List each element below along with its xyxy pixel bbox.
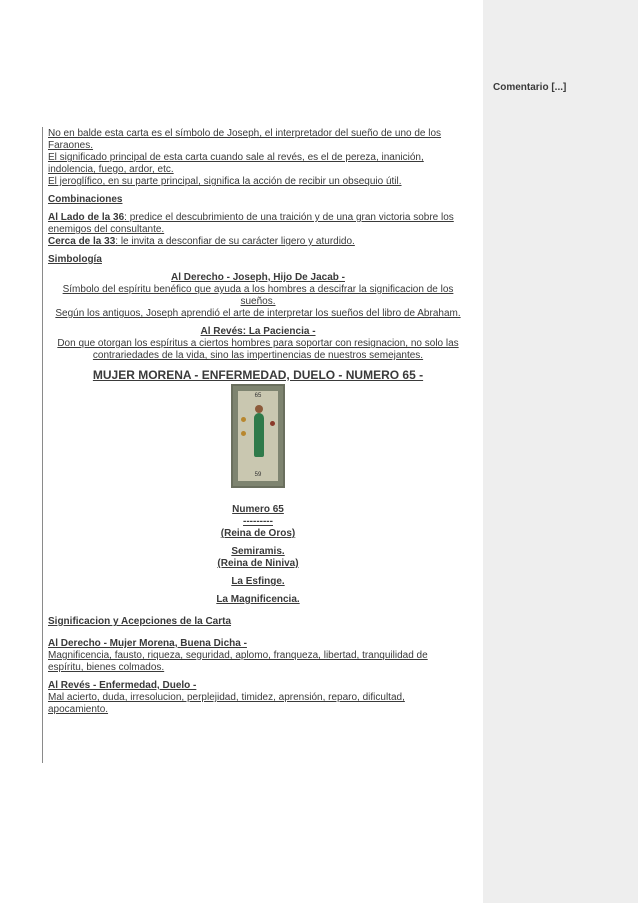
simbologia-reves-title: Al Revés: La Paciencia - bbox=[200, 326, 316, 337]
simbologia-heading: Simbología bbox=[48, 254, 102, 265]
combinacion-36-text: : predice el descubrimiento de una traición y de una gran victoria sobre los bbox=[124, 212, 454, 223]
woman-figure-icon bbox=[254, 413, 264, 457]
card-bottom-number: 59 bbox=[254, 472, 262, 478]
combinacion-36-label: Al Lado de la 36 bbox=[48, 212, 125, 223]
text-line: indolencia, fuego, ardor, etc. bbox=[48, 164, 174, 175]
significacion-reves-line: apocamiento. bbox=[48, 704, 109, 715]
combinacion-33-label: Cerca de la 33 bbox=[48, 236, 116, 247]
text-line: El jeroglífico, en su parte principal, significa la acción de recibir un obsequio útil. bbox=[48, 176, 402, 187]
simbologia-reves-line: Don que otorgan los espíritus a ciertos hombres para soportar con resignacion, no solo las bbox=[57, 338, 459, 349]
card-reina-oros: (Reina de Oros) bbox=[220, 528, 296, 539]
text-line: Faraones. bbox=[48, 140, 94, 151]
card-magnificencia: La Magnificencia. bbox=[216, 594, 300, 605]
change-bar bbox=[42, 127, 43, 763]
card-heading: MUJER MORENA - ENFERMEDAD, DUELO - NUMERO 65 - bbox=[92, 368, 424, 382]
comment-pane bbox=[483, 0, 638, 903]
document-body bbox=[48, 128, 468, 716]
significacion-derecho-line: espíritu, bienes colmados. bbox=[48, 662, 165, 673]
significacion-reves-line: Mal acierto, duda, irresolucion, perplejidad, timidez, aprensión, reparo, dificultad, bbox=[48, 692, 405, 703]
significacion-heading: Significacion y Acepciones de la Carta bbox=[48, 616, 232, 627]
significacion-reves-title: Al Revés - Enfermedad, Duelo - bbox=[48, 680, 197, 691]
significacion-derecho-title: Al Derecho - Mujer Morena, Buena Dicha - bbox=[48, 638, 247, 649]
combinacion-33 bbox=[48, 236, 468, 248]
card-reina-niniva: (Reina de Niniva) bbox=[217, 558, 299, 569]
comment-label: Comentario [...] bbox=[493, 82, 567, 93]
figure-head-icon bbox=[255, 405, 263, 413]
combinacion-36-cont: enemigos del consultante. bbox=[48, 224, 165, 235]
combinacion-36 bbox=[48, 212, 468, 224]
combinaciones-heading: Combinaciones bbox=[48, 194, 123, 205]
simbologia-derecho-line: sueños. bbox=[240, 296, 276, 307]
card-semiramis: Semiramis. bbox=[231, 546, 285, 557]
heart-icon bbox=[270, 421, 275, 426]
simbologia-derecho-line: Según los antiguos, Joseph aprendió el arte de interpretar los sueños del libro de Abraham. bbox=[55, 308, 461, 319]
significacion-derecho-line: Magnificencia, fausto, riqueza, seguridad, aplomo, franqueza, libertad, tranquilidad de bbox=[48, 650, 428, 661]
text-line: No en balde esta carta es el símbolo de Joseph, el interpretador del sueño de uno de los bbox=[48, 128, 442, 139]
intro-paragraph bbox=[48, 128, 468, 188]
simbologia-reves-line: contrariedades de la vida, sino las impertinencias de nuestros semejantes. bbox=[92, 350, 424, 361]
combinacion-33-text: : le invita a desconfiar de su carácter ligero y aturdido. bbox=[115, 236, 355, 247]
card-image bbox=[231, 384, 285, 488]
card-image-wrap bbox=[48, 384, 468, 492]
card-info bbox=[48, 504, 468, 606]
coin-icon bbox=[241, 417, 246, 422]
text-line: El significado principal de esta carta cuando sale al revés, es el de pereza, inanición, bbox=[48, 152, 424, 163]
card-numero: Numero 65 bbox=[232, 504, 284, 515]
coin-icon bbox=[241, 431, 246, 436]
card-top-number: 65 bbox=[254, 393, 262, 399]
card-esfinge: La Esfinge. bbox=[231, 576, 285, 587]
card-dashes: --------- bbox=[243, 516, 273, 527]
simbologia-derecho-line: Símbolo del espíritu benéfico que ayuda a los hombres a descifrar la significacion de los bbox=[62, 284, 454, 295]
simbologia-derecho-title: Al Derecho - Joseph, Hijo De Jacab - bbox=[171, 272, 345, 283]
